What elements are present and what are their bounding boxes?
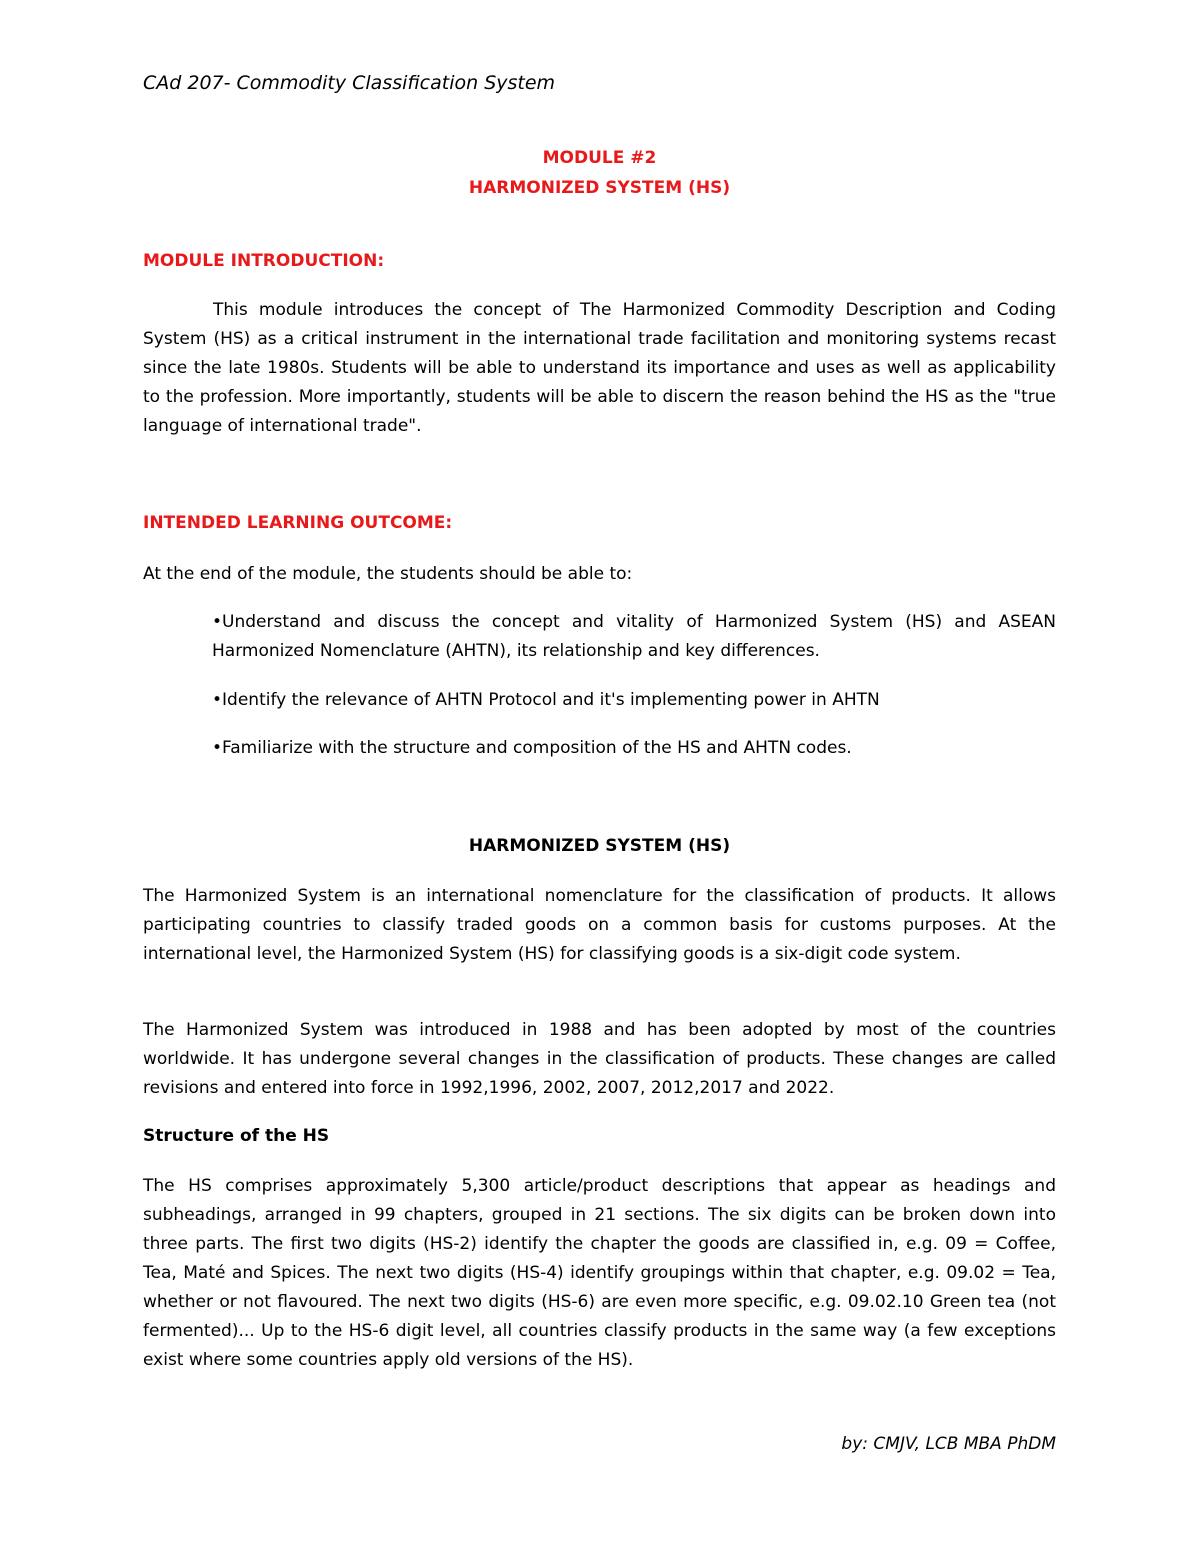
introduction-paragraph: This module introduces the concept of The Harmonized Commodity Description and Coding System (HS) as a critical instrument in the international trade facilitation and monitoring systems recast since the late 1980s. Students will be able to understand its importance and uses as well as applicability to the profession. More importantly, students will be able to discern the reason behind the HS as the "true language of international trade". [143, 300, 1056, 436]
structure-heading: Structure of the HS [143, 1126, 330, 1146]
module-title-block [143, 143, 1056, 203]
introduction-heading: MODULE INTRODUCTION: [143, 251, 385, 271]
hs-paragraph-2: The Harmonized System was introduced in 1988 and has been adopted by most of the countries worldwide. It has undergone several changes in the classification of products. These changes are called revisions and entered into force in 1992,1996, 2002, 2007, 2012,2017 and 2022. [143, 1020, 1056, 1098]
page-footer: by: CMJV, LCB MBA PhDM [841, 1434, 1056, 1454]
hs-paragraph-1: The Harmonized System is an international nomenclature for the classification of products. It allows participating countries to classify traded goods on a common basis for customs purposes. At the international level, the Harmonized System (HS) for classifying goods is a six-digit code system. [143, 886, 1056, 964]
module-number: MODULE #2 [542, 148, 657, 168]
learning-outcome-heading: INTENDED LEARNING OUTCOME: [143, 513, 453, 533]
learning-outcome-lead: At the end of the module, the students should be able to: [143, 564, 633, 584]
learning-outcome-bullet-2: •Identify the relevance of AHTN Protocol and it's implementing power in AHTN [212, 690, 880, 710]
learning-outcome-bullet-3: •Familiarize with the structure and composition of the HS and AHTN codes. [212, 738, 852, 758]
structure-paragraph: The HS comprises approximately 5,300 article/product descriptions that appear as headings and subheadings, arranged in 99 chapters, grouped in 21 sections. The six digits can be broken down into three parts. The first two digits (HS-2) identify the chapter the goods are classified in, e.g. 09 = Coffee, Tea, Maté and Spices. The next two digits (HS-4) identify groupings within that chapter, e.g. 09.02 = Tea, whether or not flavoured. The next two digits (HS-6) are even more specific, e.g. 09.02.10 Green tea (not fermented)... Up to the HS-6 digit level, all countries classify products in the same way (a few exceptions exist where some countries apply old versions of the HS). [143, 1176, 1056, 1370]
page-header: CAd 207- Commodity Classification System [143, 72, 556, 94]
hs-section-heading: HARMONIZED SYSTEM (HS) [468, 836, 731, 856]
learning-outcome-bullet-1: •Understand and discuss the concept and vitality of Harmonized System (HS) and ASEAN Harmonized Nomenclature (AHTN), its relationship and key differences. [212, 612, 1056, 661]
module-subtitle: HARMONIZED SYSTEM (HS) [468, 178, 731, 198]
